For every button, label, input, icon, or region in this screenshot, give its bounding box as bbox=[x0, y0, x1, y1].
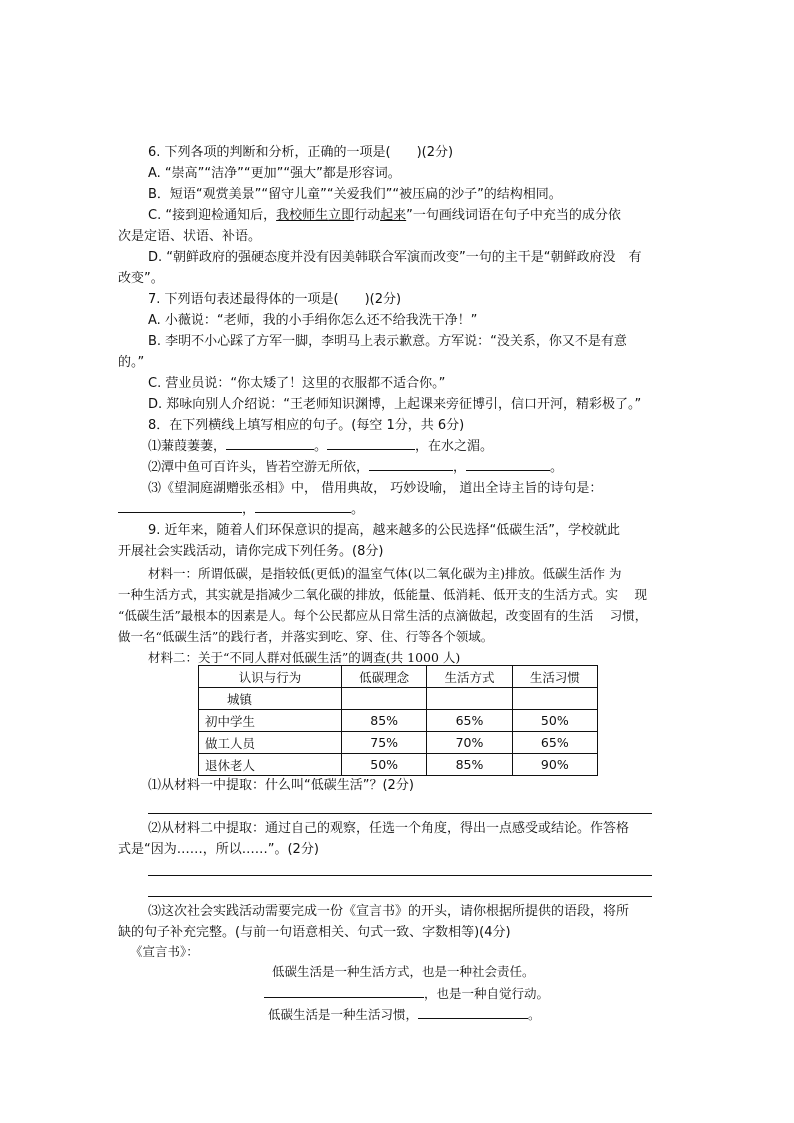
table-cell: 70% bbox=[427, 732, 512, 754]
table-header-cell: 低碳理念 bbox=[342, 666, 427, 688]
material-1-line3: “低碳生活”最根本的因素是人。每个公民都应从日常生活的点滴做起，改变固有的生活 习惯， bbox=[118, 608, 648, 623]
table-subheader-row bbox=[199, 688, 598, 710]
q9-sub-3-line2: 缺的句子补充完整。(与前一句语意相关、句式一致、字数相等)(4分) bbox=[118, 925, 511, 940]
q6-option-c-line1 bbox=[148, 206, 621, 226]
q8-blank-5[interactable] bbox=[118, 500, 242, 513]
q8-l1-mid: 。 bbox=[314, 439, 328, 454]
table-header-cell: 生活习惯 bbox=[512, 666, 597, 688]
table-cell: 75% bbox=[342, 732, 427, 754]
declaration-line-1: 低碳生活是一种生活方式，也是一种社会责任。 bbox=[272, 964, 535, 979]
q7-option-b-line1: B. 李明不小心踩了方军一脚，李明马上表示歉意。方军说：“没关系，你又不是有意 bbox=[148, 334, 627, 349]
q8-l4-mid: ， bbox=[242, 502, 256, 517]
material-1-line4: 做一名“低碳生活”的践行者，并落实到吃、穿、住、行等各个领域。 bbox=[118, 629, 494, 644]
table-cell: 85% bbox=[342, 710, 427, 732]
q8-l4-post: 。 bbox=[351, 502, 365, 517]
table-cell: 做工人员 bbox=[199, 732, 342, 754]
table-cell: 50% bbox=[342, 754, 427, 776]
declaration-blank-1[interactable] bbox=[264, 985, 424, 998]
q8-l2-post: 。 bbox=[550, 460, 564, 475]
q7-option-d: D. 郑咏向别人介绍说：“王老师知识渊博，上起课来旁征博引，信口开河，精彩极了。” bbox=[148, 397, 642, 412]
q8-l1-pre: ⑴蒹葭萋萋， bbox=[148, 439, 227, 454]
q8-blank-6[interactable] bbox=[255, 500, 351, 513]
table-cell: 65% bbox=[512, 732, 597, 754]
table-row bbox=[199, 732, 598, 754]
material-2-title: 材料二：关于“不同人群对低碳生活”的调查(共 1000 人) bbox=[148, 650, 461, 665]
material-1-line2: 一种生活方式，其实就是指减少二氧化碳的排放，低能量、低消耗、低开支的生活方式。实 现 bbox=[118, 587, 647, 602]
q6-c-underlined-2: 立即 bbox=[328, 208, 355, 223]
q9-sub-2-line2: 式是“因为……，所以……”。(2分) bbox=[118, 842, 319, 857]
q6-c-post: ”一句画线词语在句子中充当的成分依 bbox=[406, 208, 621, 223]
answer-line-2[interactable] bbox=[148, 875, 652, 876]
table-cell: 50% bbox=[512, 710, 597, 732]
declaration-line-3 bbox=[268, 1005, 541, 1025]
q6-stem: 6. 下列各项的判断和分析，正确的一项是( )(2分) bbox=[148, 145, 454, 160]
q6-option-c-line2: 次是定语、状语、补语。 bbox=[118, 229, 262, 244]
q6-c-mid: 行动 bbox=[354, 208, 381, 223]
survey-table bbox=[198, 665, 598, 776]
q9-sub-2-line1: ⑵从材料二中提取：通过自己的观察，任选一个角度，得出一点感受或结论。作答格 bbox=[148, 821, 630, 836]
table-cell bbox=[512, 688, 597, 710]
q6-c-underlined-1: 我校师生 bbox=[276, 208, 329, 223]
declaration-title: 《宣言书》： bbox=[130, 944, 199, 959]
table-cell: 退休老人 bbox=[199, 754, 342, 776]
q7-option-b-line2: 的。” bbox=[118, 355, 145, 370]
table-cell bbox=[427, 688, 512, 710]
q8-line-3: ⑶《望洞庭湖赠张丞相》中， 借用典故， 巧妙设喻， 道出全诗主旨的诗句是： bbox=[148, 481, 603, 496]
declaration-blank-2[interactable] bbox=[418, 1006, 528, 1019]
q6-option-a: A. “崇高”“洁净”“更加”“强大”都是形容词。 bbox=[148, 166, 401, 181]
q7-option-c: C. 营业员说：“你太矮了！这里的衣服都不适合你。” bbox=[148, 376, 446, 391]
q8-blank-2[interactable] bbox=[327, 437, 415, 450]
q8-line-2 bbox=[148, 458, 563, 478]
declaration-l3-pre: 低碳生活是一种生活习惯， bbox=[268, 1007, 419, 1022]
q7-option-a: A. 小薇说：“老师，我的小手绢你怎么还不给我洗干净！” bbox=[148, 313, 478, 328]
q8-l2-pre: ⑵潭中鱼可百许头，皆若空游无所依， bbox=[148, 460, 370, 475]
q8-l1-post: ，在水之湄。 bbox=[415, 439, 494, 454]
q6-c-underlined-3: 起来 bbox=[380, 208, 407, 223]
q8-line-1 bbox=[148, 437, 493, 457]
q9-stem-line2: 开展社会实践活动，请你完成下列任务。(8分) bbox=[118, 544, 384, 559]
material-1-line1: 材料一：所谓低碳，是指较低(更低)的温室气体(以二氧化碳为主)排放。低碳生活作 为 bbox=[148, 566, 622, 581]
declaration-line-2 bbox=[264, 984, 549, 1004]
table-cell: 65% bbox=[427, 710, 512, 732]
table-row bbox=[199, 754, 598, 776]
q8-l2-mid: ， bbox=[453, 460, 467, 475]
table-cell: 90% bbox=[512, 754, 597, 776]
answer-line-3[interactable] bbox=[148, 896, 652, 897]
table-cell: 85% bbox=[427, 754, 512, 776]
q6-option-b: B．短语“观赏美景”“留守儿童”“关爱我们”“被压扁的沙子”的结构相同。 bbox=[148, 187, 562, 202]
table-cell: 初中学生 bbox=[199, 710, 342, 732]
q8-blank-3[interactable] bbox=[369, 458, 453, 471]
answer-line-1[interactable] bbox=[148, 813, 652, 814]
q7-stem: 7. 下列语句表述最得体的一项是( )(2分) bbox=[148, 292, 402, 307]
q9-sub-1: ⑴从材料一中提取：什么叫“低碳生活”？(2分) bbox=[148, 778, 414, 793]
q6-option-d-line1: D. “朝鲜政府的强硬态度并没有因美韩联合军演而改变”一句的主干是“朝鲜政府没 有 bbox=[148, 250, 642, 265]
q8-line-4 bbox=[118, 500, 364, 520]
table-header-cell: 生活方式 bbox=[427, 666, 512, 688]
table-cell bbox=[342, 688, 427, 710]
q6-c-pre: C. “接到迎检通知后， bbox=[148, 208, 277, 223]
q9-sub-3-line1: ⑶这次社会实践活动需要完成一份《宣言书》的开头，请你根据所提供的语段，将所 bbox=[148, 904, 630, 919]
q8-stem: 8．在下列横线上填写相应的句子。(每空 1分，共 6分) bbox=[148, 418, 465, 433]
q9-stem-line1: 9. 近年来，随着人们环保意识的提高，越来越多的公民选择“低碳生活”，学校就此 bbox=[148, 523, 621, 538]
table-cell: 城镇 bbox=[199, 688, 342, 710]
q6-option-d-line2: 改变”。 bbox=[118, 271, 164, 286]
table-row bbox=[199, 710, 598, 732]
q8-blank-1[interactable] bbox=[226, 437, 314, 450]
table-header-cell: 认识与行为 bbox=[199, 666, 342, 688]
q8-blank-4[interactable] bbox=[466, 458, 550, 471]
declaration-l3-post: 。 bbox=[528, 1007, 541, 1022]
declaration-l2-post: ，也是一种自觉行动。 bbox=[424, 986, 550, 1001]
table-header-row bbox=[199, 666, 598, 688]
